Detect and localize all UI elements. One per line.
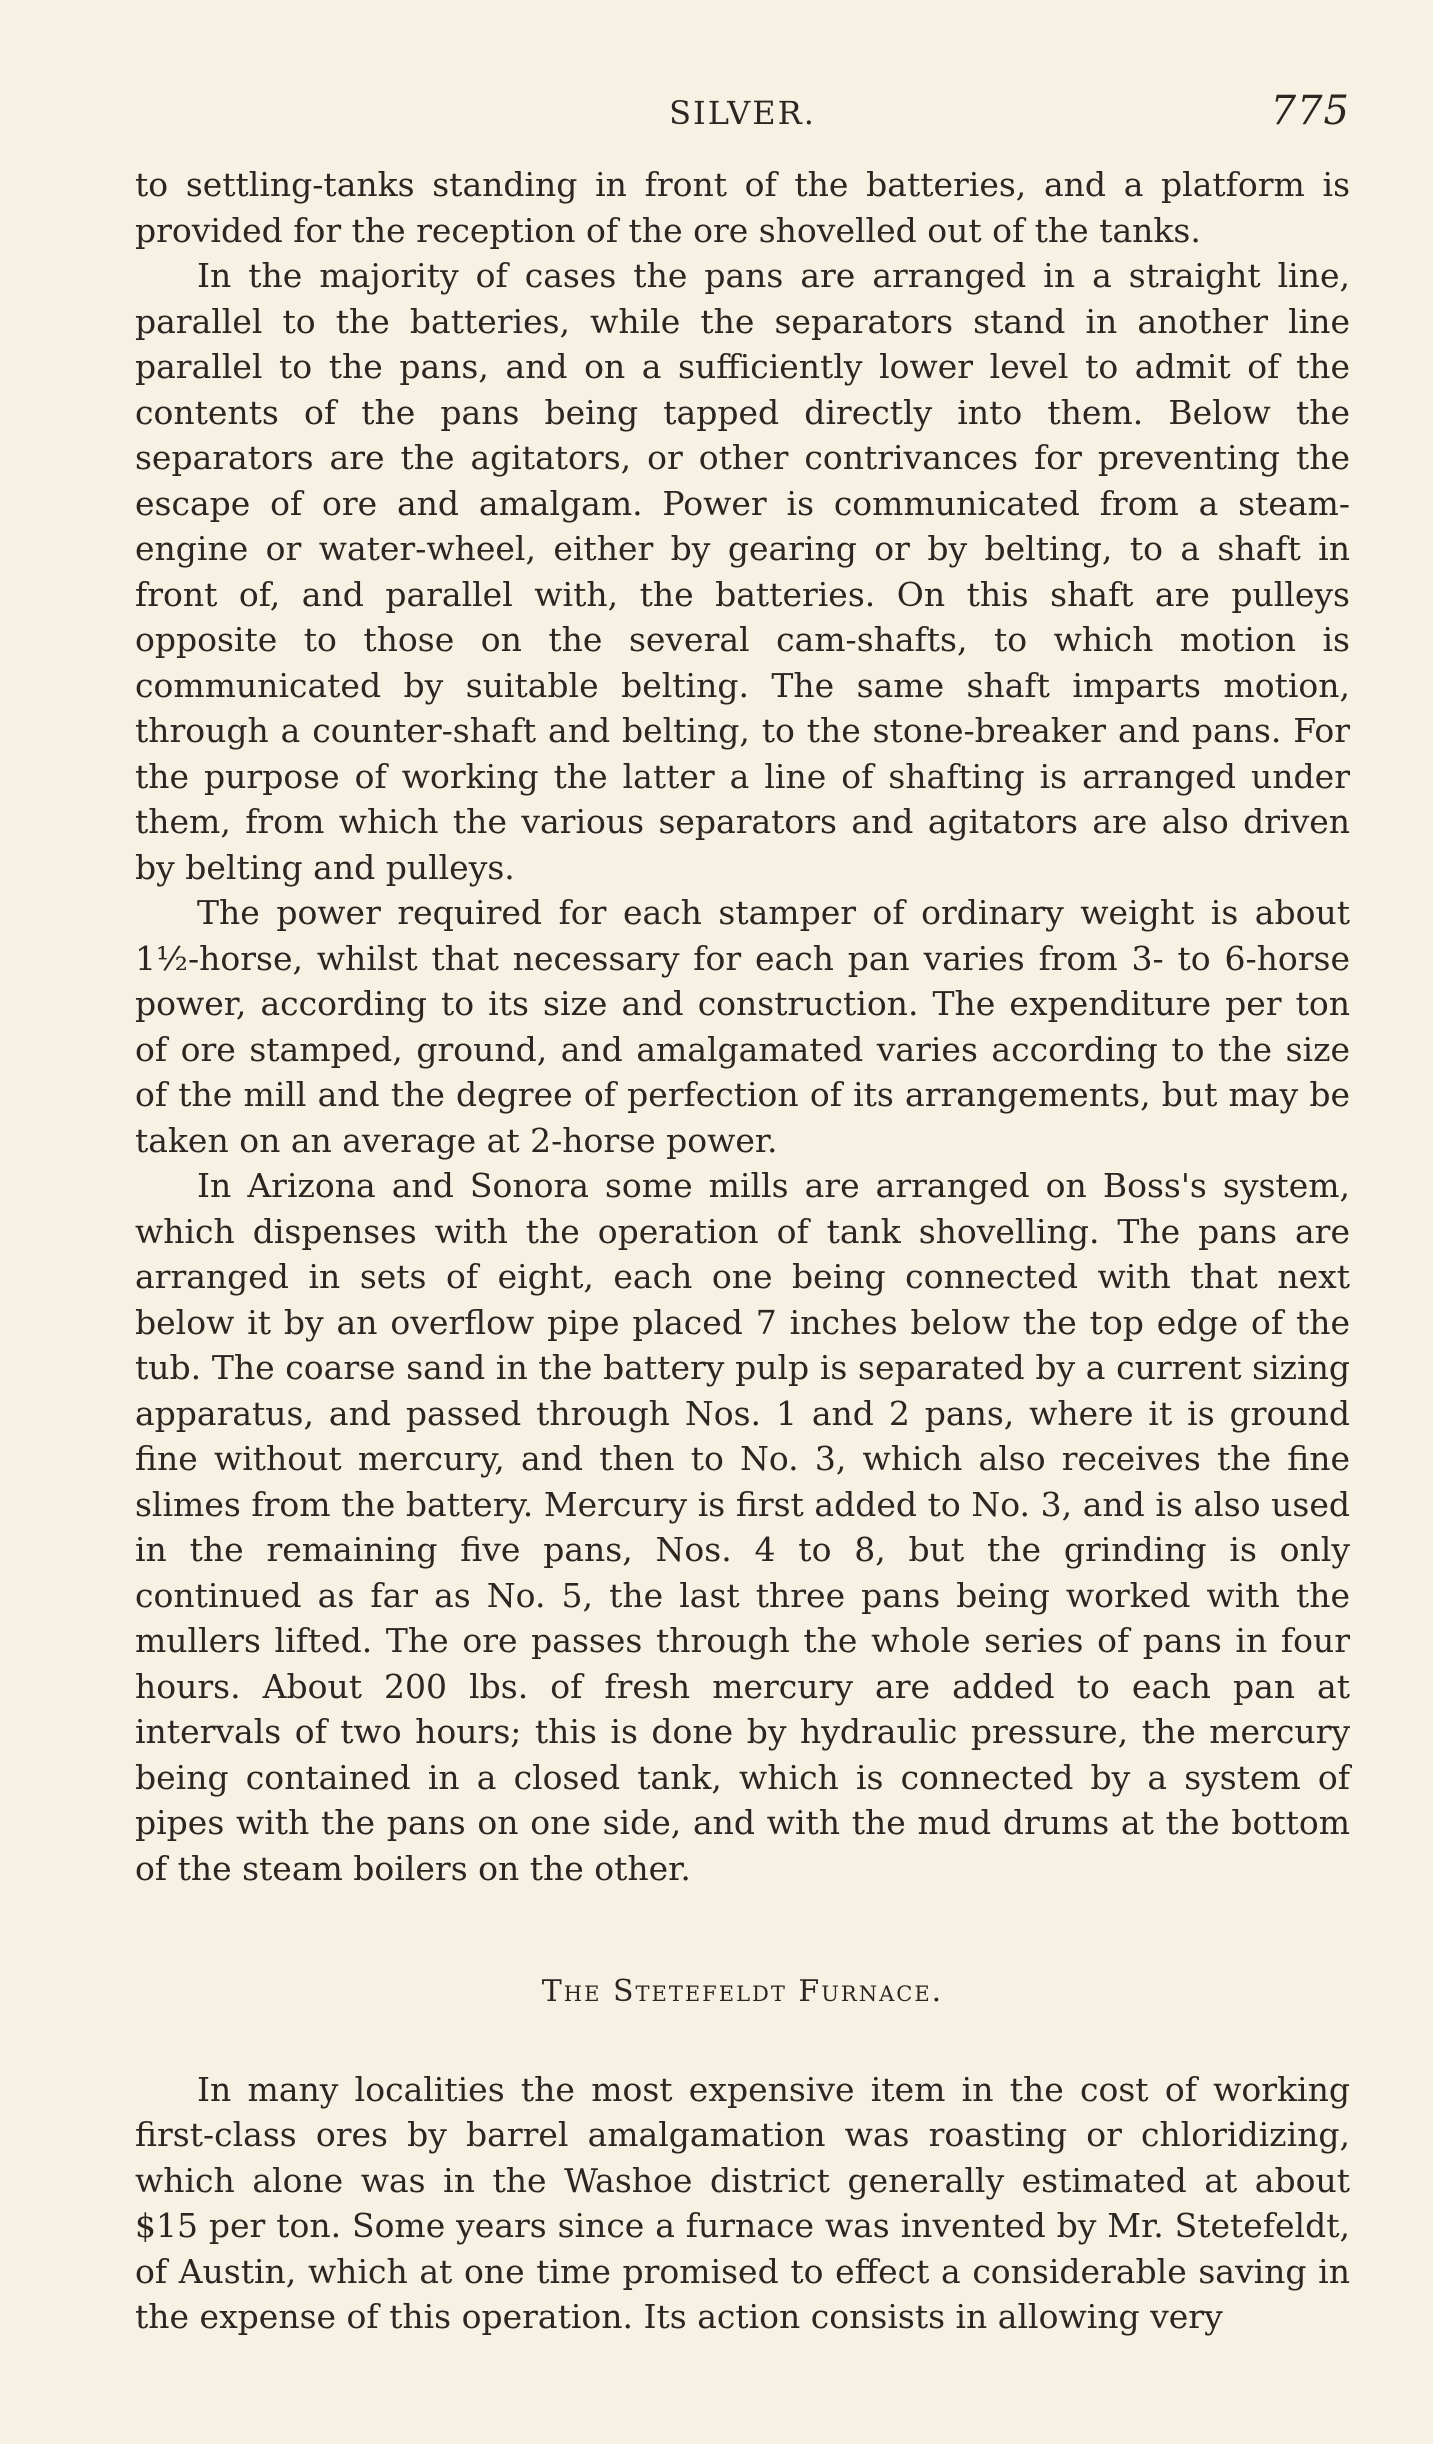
paragraph-stetefeldt: In many localities the most expensive item in the cost of working first-class ores by barrel amalgamation was roasting or chloridizing, which alone was in the Washoe district generally estimated at about $15 per ton. Some years since a furnace was invented by Mr. Stetefeldt, of Austin, which at one time promised to effect a considerable saving in the expense of this operation. Its action consists in allowing very xyxy=(135,2069,1350,2336)
section-heading: The Stetefeldt Furnace. xyxy=(541,1974,944,2009)
page-number: 775 xyxy=(1270,88,1350,134)
paragraph-power-required: The power required for each stamper of ordinary weight is about 1½-horse, whilst that necessary for each pan varies from 3- to 6-horse power, according to its size and construction. The expenditure per ton of ore stamped, ground, and amalgamated varies according to the size of the mill and the degree of perfection of its arrangements, but may be taken on an average at 2-horse power. xyxy=(135,893,1350,1160)
running-title: SILVER. xyxy=(669,94,816,132)
paragraph-pan-arrangement: In the majority of cases the pans are arranged in a straight line, parallel to the batteries, while the separators stand in another line parallel to the pans, and on a sufficiently lower level to admit of the contents of the pans being tapped directly into them. Below the separators are the agitators, or other contrivances for preventing the escape of ore and amalgam. Power is communicated from a steam-engine or water-wheel, either by gearing or by belting, to a shaft in front of, and parallel with, the batteries. On this shaft are pulleys opposite to those on the several cam-shafts, to which motion is communicated by suitable belting. The same shaft imparts motion, through a counter-shaft and belting, to the stone-breaker and pans. For the purpose of working the latter a line of shafting is arranged under them, from which the various separators and agitators are also driven by belting and pulleys. xyxy=(135,256,1350,887)
running-head xyxy=(135,88,1350,138)
body-text xyxy=(135,162,1350,2340)
paragraph-boss-system: In Arizona and Sonora some mills are arranged on Boss's system, which dispenses with the operation of tank shovelling. The pans are arranged in sets of eight, each one being connected with that next below it by an overflow pipe placed 7 inches below the top edge of the tub. The coarse sand in the battery pulp is separated by a current sizing apparatus, and passed through Nos. 1 and 2 pans, where it is ground fine without mercury, and then to No. 3, which also receives the fine slimes from the battery. Mercury is first added to No. 3, and is also used in the remaining five pans, Nos. 4 to 8, but the grinding is only continued as far as No. 5, the last three pans being worked with the mullers lifted. The ore passes through the whole series of pans in four hours. About 200 lbs. of fresh mercury are added to each pan at intervals of two hours; this is done by hydraulic pressure, the mercury being contained in a closed tank, which is connected by a system of pipes with the pans on one side, and with the mud drums at the bottom of the steam boilers on the other. xyxy=(135,1166,1350,1888)
paragraph-continued: to settling-tanks standing in front of the batteries, and a platform is provided for the reception of the ore shovelled out of the tanks. xyxy=(135,165,1350,250)
